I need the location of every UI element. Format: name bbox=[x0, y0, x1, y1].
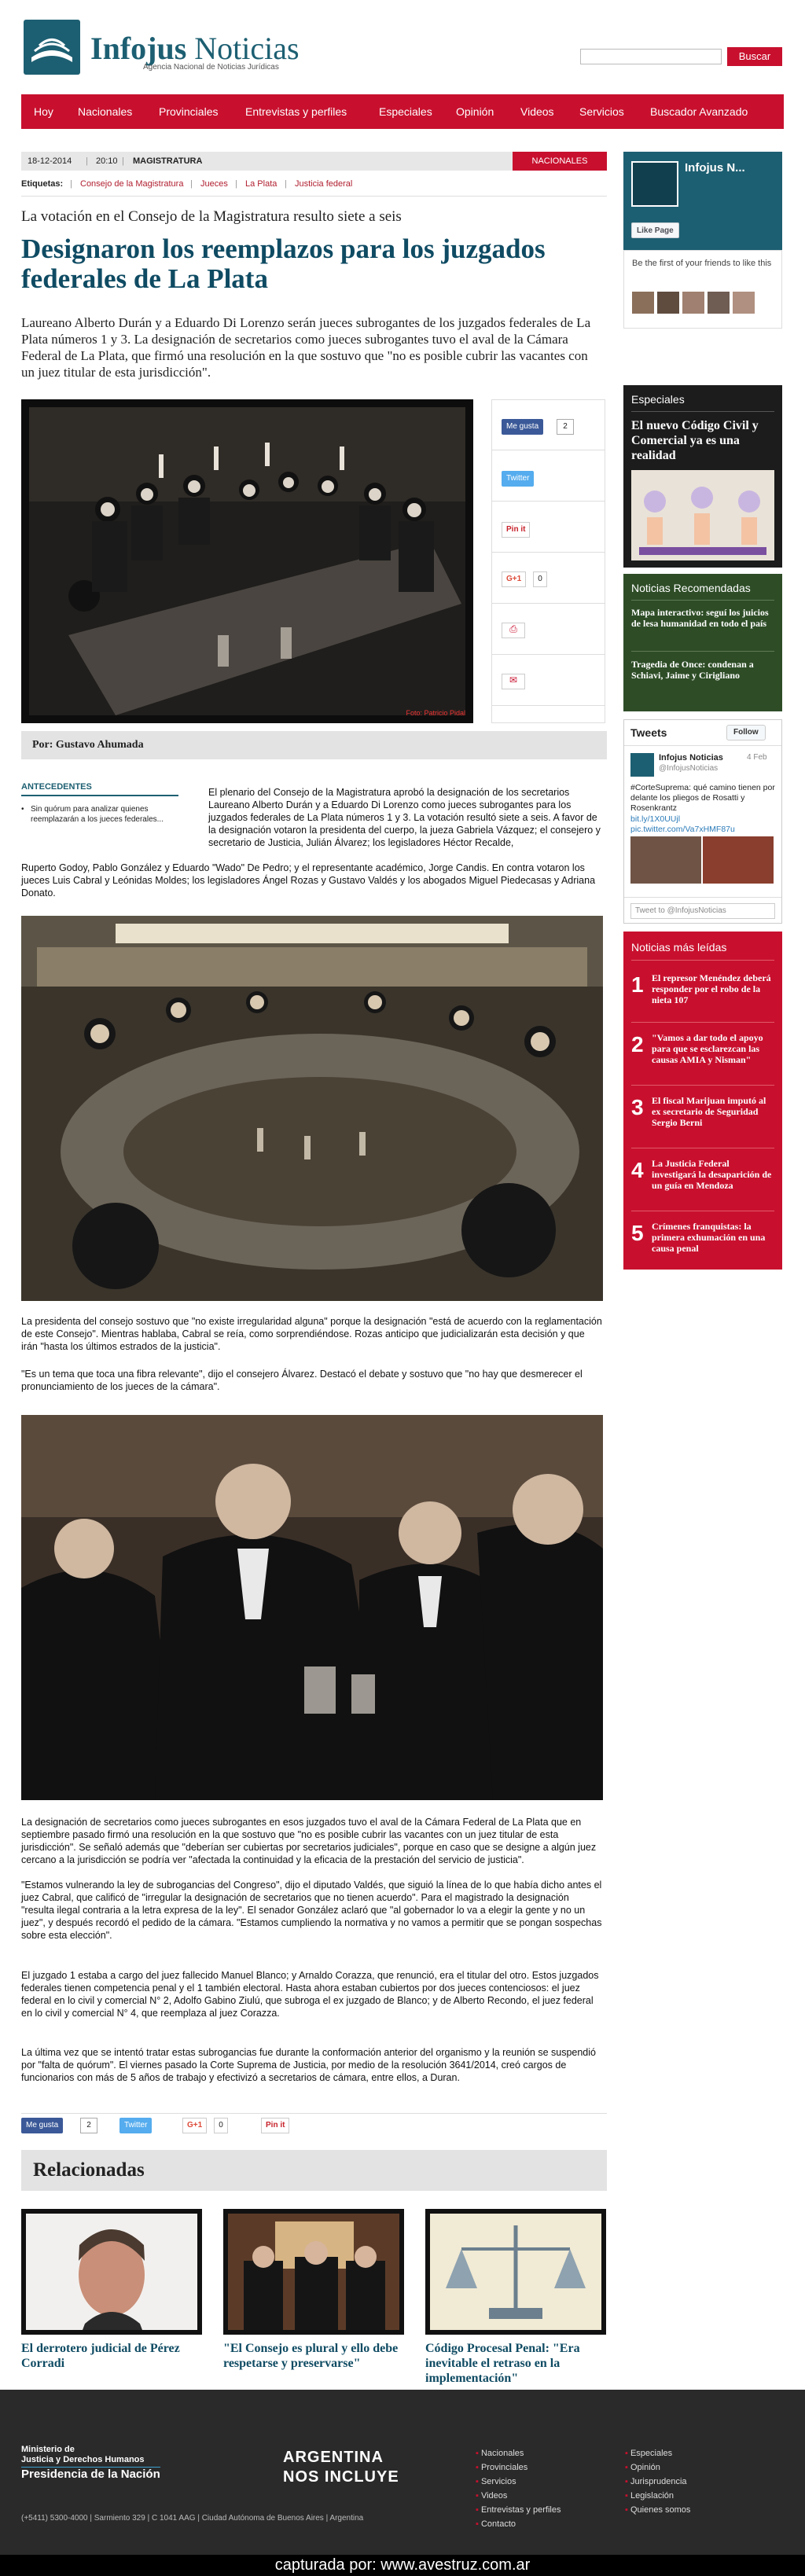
related-title[interactable]: El derrotero judicial de Pérez Corradi bbox=[21, 2342, 180, 2370]
related-image[interactable] bbox=[425, 2209, 606, 2335]
tweet-link[interactable]: bit.ly/1X0UUjl pic.twitter.com/Va7xHMF87u bbox=[630, 814, 735, 834]
share-column bbox=[491, 399, 605, 723]
avatar[interactable] bbox=[630, 753, 654, 777]
article-section-tag: MAGISTRATURA bbox=[133, 156, 203, 166]
footer-link[interactable]: ▪ Jurisprudencia bbox=[625, 2477, 687, 2486]
pinterest-button[interactable]: Pin it bbox=[261, 2118, 289, 2133]
section-badge[interactable]: NACIONALES bbox=[513, 152, 607, 171]
gplus-count: 0 bbox=[533, 571, 547, 587]
recomendadas-item[interactable]: Mapa interactivo: seguí los juicios de lesa humanidad en todo el país bbox=[631, 607, 769, 629]
related-title[interactable]: "El Consejo es plural y ello debe respetarse y preservarse" bbox=[223, 2342, 399, 2370]
footer-link-label: Provinciales bbox=[480, 2463, 528, 2472]
twitter-share-label: Twitter bbox=[506, 474, 530, 483]
footer-link[interactable]: ▪ Entrevistas y perfiles bbox=[476, 2505, 561, 2515]
footer-link[interactable]: ▪ Legislación bbox=[625, 2491, 675, 2501]
mas-leidas-item[interactable]: El fiscal Marijuan imputó al ex secretario de Seguridad Sergio Berni bbox=[652, 1095, 766, 1128]
mas-leidas-item[interactable]: El represor Menéndez deberá responder por el robo de la nieta 107 bbox=[652, 972, 771, 1005]
article-paragraph: Ruperto Godoy, Pablo González y Eduardo "Wado" De Pedro; y el representante académico, Jorge Candis. En contra votaron los jueces Luis Cabral y Leónidas Moldes; los legisladores Ángel Rozas y Gustavo Valdés y los abogados Miguel Piedecasas y Adriana Donato. bbox=[21, 862, 596, 898]
tweet-image[interactable] bbox=[703, 836, 774, 884]
facebook-friends-text: Be the first of your friends to like this bbox=[632, 259, 772, 268]
footer-link-label: Legislación bbox=[630, 2491, 675, 2501]
bottom-share-row bbox=[21, 2113, 607, 2137]
site-title-noticias: Noticias bbox=[194, 31, 300, 66]
nav-item-provinciales[interactable]: Provinciales bbox=[159, 105, 219, 118]
facebook-like-count: 2 bbox=[80, 2118, 97, 2133]
footer-link-label: Nacionales bbox=[480, 2449, 524, 2458]
footer-link-label: Videos bbox=[480, 2491, 508, 2501]
especiales-title[interactable]: El nuevo Código Civil y Comercial ya es una realidad bbox=[631, 419, 759, 462]
article-photo-2 bbox=[21, 916, 603, 1301]
footer-link[interactable]: ▪ Opinión bbox=[625, 2463, 660, 2472]
footer-ministry-line2: Justicia y Derechos Humanos bbox=[21, 2455, 145, 2464]
tag-link[interactable]: Justicia federal bbox=[295, 179, 353, 189]
facebook-like-button[interactable] bbox=[502, 419, 543, 435]
tag-link[interactable]: La Plata bbox=[245, 179, 278, 189]
footer-argentina: ARGENTINA bbox=[283, 2449, 384, 2466]
twitter-share-button[interactable] bbox=[119, 2118, 152, 2133]
article-lead: Laureano Alberto Durán y a Eduardo Di Lorenzo serán jueces subrogantes de los juzgados federales de La Plata números 1 y 3. La designación de secretarios como jueces subrogantes tuvo el aval de la Cámara Federal de La Plata, que firmó una resolución en la que sostuvo que "no es posible cubrir las vacantes con un juez titular de esta jurisdicción". bbox=[21, 315, 591, 380]
nav-item-especiales[interactable]: Especiales bbox=[379, 105, 432, 118]
pinterest-button[interactable]: Pin it bbox=[502, 522, 530, 538]
rank-number: 2 bbox=[631, 1032, 644, 1056]
article-title: Designaron los reemplazos para los juzgados federales de La Plata bbox=[21, 233, 546, 294]
antecedentes-heading: ANTECEDENTES bbox=[21, 782, 178, 796]
related-heading: Relacionadas bbox=[21, 2150, 607, 2191]
recomendadas-item[interactable]: Tragedia de Once: condenan a Schiavi, Jaime y Cirigliano bbox=[631, 659, 754, 681]
antecedentes-box bbox=[21, 782, 178, 825]
article-date: 18-12-2014 bbox=[28, 156, 72, 166]
twitter-follow-label: Follow bbox=[733, 728, 759, 737]
footer-link-label: Opinión bbox=[630, 2463, 660, 2472]
article-paragraph: La designación de secretarios como jueces subrogantes en esos juzgados tuvo el aval de la Cámara Federal de La Plata que en septiembre pasado firmó una resolución en la que sostuvo que "no es posible cubrir las vacantes con un juez titular de esta jurisdicción". Se señaló además que "deberían ser cubiertas por secretarios judiciales", porque en caso que se designe a algún juez cercano a la jurisdicción se podría ver "afectada la continuidad y la eficacia de la prestación del servicio de justicia". bbox=[21, 1817, 597, 1865]
site-subtitle: Agencia Nacional de Noticias Jurídicas bbox=[143, 63, 279, 72]
especiales-heading: Especiales bbox=[631, 393, 685, 406]
site-title-infojus: Infojus bbox=[90, 31, 187, 66]
twitter-widget bbox=[623, 719, 782, 924]
mas-leidas-heading: Noticias más leídas bbox=[631, 941, 727, 954]
facebook-like-page-label: Like Page bbox=[637, 226, 674, 235]
footer-link-label: Especiales bbox=[630, 2449, 673, 2458]
search-input[interactable] bbox=[580, 49, 722, 64]
nav-item-entrevistas[interactable]: Entrevistas y perfiles bbox=[245, 105, 347, 118]
article-main-photo bbox=[21, 399, 473, 723]
related-image[interactable] bbox=[21, 2209, 202, 2335]
search-button[interactable]: Buscar bbox=[727, 47, 782, 66]
recomendadas-heading: Noticias Recomendadas bbox=[631, 582, 751, 594]
capture-credit: capturada por: www.avestruz.com.ar bbox=[0, 2555, 805, 2576]
recomendadas-box bbox=[623, 574, 782, 711]
facebook-like-label: Me gusta bbox=[26, 2121, 59, 2130]
tag-link[interactable]: Jueces bbox=[200, 179, 228, 189]
nav-item-hoy[interactable]: Hoy bbox=[34, 105, 53, 118]
facebook-page-name: Infojus N... bbox=[685, 161, 745, 175]
footer-presidencia: Presidencia de la Nación bbox=[21, 2468, 160, 2481]
avatar bbox=[632, 292, 654, 314]
tweet-text: #CorteSuprema: qué camino tienen por delante los pliegos de Rosatti y Rosenkrantz bbox=[630, 783, 775, 813]
tweet-handle: @InfojusNoticias bbox=[659, 764, 719, 773]
related-image[interactable] bbox=[223, 2209, 404, 2335]
tweet-to-input[interactable]: Tweet to @InfojusNoticias bbox=[630, 903, 775, 919]
rank-number: 1 bbox=[631, 972, 644, 997]
mas-leidas-item[interactable]: "Vamos a dar todo el apoyo para que se esclarezcan las causas AMIA y Nisman" bbox=[652, 1032, 763, 1065]
article-paragraph: El juzgado 1 estaba a cargo del juez fallecido Manuel Blanco; y Arnaldo Corazza, que renunció, era el titular del otro. Estos juzgados federales tienen competencia penal y el 1 también electoral. Hasta ahora estaban cubiertos por dos jueces contenciosos: el juez federal en lo civil y comercial N° 2, Adolfo Gabino Ziulú, que subroga el ex juzgado de Blanco; y de Alberto Recondo, el juez federal en lo civil y comercial N° 4, que reemplaza al juez Corazza. bbox=[21, 1970, 599, 2019]
site-logo-icon[interactable] bbox=[24, 20, 80, 75]
footer-ministry[interactable] bbox=[21, 2445, 160, 2479]
footer-link[interactable]: ▪ Contacto bbox=[476, 2519, 516, 2529]
footer-link[interactable]: ▪ Videos bbox=[476, 2491, 508, 2501]
main-nav bbox=[21, 94, 784, 129]
twitter-share-label: Twitter bbox=[124, 2121, 148, 2130]
tag-link[interactable]: Consejo de la Magistratura bbox=[80, 179, 184, 189]
nav-item-servicios[interactable]: Servicios bbox=[579, 105, 624, 118]
avatar bbox=[682, 292, 704, 314]
especiales-image[interactable] bbox=[631, 470, 774, 560]
article-time: 20:10 bbox=[96, 156, 118, 166]
article-photo-3 bbox=[21, 1415, 603, 1800]
rank-number: 4 bbox=[631, 1158, 644, 1182]
author-bar: Por: Gustavo Ahumada bbox=[21, 731, 607, 759]
footer-link[interactable]: ▪ Nacionales bbox=[476, 2449, 524, 2458]
avatar bbox=[733, 292, 755, 314]
rank-number: 3 bbox=[631, 1095, 644, 1119]
footer-link-label: Contacto bbox=[480, 2519, 516, 2529]
facebook-like-button[interactable] bbox=[21, 2118, 63, 2133]
twitter-share-button[interactable] bbox=[502, 471, 534, 487]
tags-label: Etiquetas: bbox=[21, 179, 64, 189]
footer-link[interactable]: ▪ Quienes somos bbox=[625, 2505, 691, 2515]
tags-row: Etiquetas: | Consejo de la Magistratura | Jueces | La Plata | Justicia federal bbox=[21, 178, 607, 197]
nav-item-videos[interactable]: Videos bbox=[520, 105, 554, 118]
site-title[interactable] bbox=[90, 30, 300, 67]
article-paragraph: "Estamos vulnerando la ley de subrogancias del Congreso", dijo el diputado Valdés, que siguió la línea de lo que había dicho antes el juez Cabral, que calificó de "irregular la designación de secretarios que no tienen acuerdo". Para el magistrado la designación "resulta ilegal contraria a la letra expresa de la ley". El senador González aclaró que "al gobernador lo va a elegir la gente y no un juez", y después recordó el pedido de la cámara. "Estamos cumpliendo la normativa y no vamos a permitir que se pongan sospechas sobre esta elección". bbox=[21, 1880, 602, 1941]
tweets-heading: Tweets bbox=[630, 726, 667, 739]
article-paragraph: "Es un tema que toca una fibra relevante", dijo el consejero Álvarez. Destacó el debate y sostuvo que "no hay que desmerecer el pronunciamiento de los jueces de la cámara". bbox=[21, 1369, 583, 1392]
article-paragraph: El plenario del Consejo de la Magistratura aprobó la designación de los secretarios Laureano Alberto Durán y a Eduardo Di Lorenzo como jueces subrogantes para los juzgados federales de La Plata números 1 y 3. La votación resultó siete a seis. A favor de la designación votaron la presidenta del cuerpo, la jueza Gabriela Vázquez; el consejero y secretario de Justicia, Julián Álvarez; los legisladores Héctor Recalde, bbox=[208, 787, 601, 848]
article-paragraph: La última vez que se intentó tratar estas subrogancias fue durante la conformación anterior del organismo y la reunión se suspendió por "falta de quórum". El viernes pasado la Corte Suprema de Justicia, por medio de la resolución 3641/2014, creó cargos de funcionarios con más de 5 años de trabajo y efectivizó a secretarios de cámara, entre ellos, a Duran. bbox=[21, 2047, 596, 2083]
facebook-page-widget[interactable] bbox=[623, 152, 782, 250]
nav-item-opinion[interactable]: Opinión bbox=[456, 105, 494, 118]
facebook-like-label: Me gusta bbox=[506, 422, 539, 431]
nav-item-buscador[interactable]: Buscador Avanzado bbox=[650, 105, 748, 118]
tweet-date[interactable]: 4 Feb bbox=[747, 753, 767, 762]
mas-leidas-item[interactable]: La Justicia Federal investigará la desaparición de un guía en Mendoza bbox=[652, 1158, 772, 1191]
tweet-image[interactable] bbox=[630, 836, 701, 884]
print-icon[interactable]: ⎙ bbox=[502, 623, 525, 638]
mas-leidas-box bbox=[623, 932, 782, 1270]
facebook-like-count: 2 bbox=[557, 419, 574, 435]
antecedentes-link[interactable]: • Sin quórum para analizar quienes reemplazarán a los jueces federales... bbox=[21, 805, 164, 824]
nav-item-nacionales[interactable]: Nacionales bbox=[78, 105, 133, 118]
article-meta: 18-12-2014 | 20:10 | MAGISTRATURA bbox=[21, 152, 607, 171]
footer-address: (+5411) 5300-4000 | Sarmiento 329 | C 1041 AAG | Ciudad Autónoma de Buenos Aires | Argentina bbox=[21, 2514, 364, 2523]
photo-credit: Foto: Patricio Pidal bbox=[406, 709, 465, 717]
footer-link[interactable]: ▪ Especiales bbox=[625, 2449, 673, 2458]
facebook-page-logo-icon bbox=[631, 161, 678, 207]
article-paragraph: La presidenta del consejo sostuvo que "no existe irregularidad alguna" porque la designación "está de acuerdo con la reglamentación de este Consejo". Mientras hablaba, Cabral se reía, como sorprendiéndose. Rozas anticipo que judicializarán esta decisión y que irán "hasta los últimos estrados de la justicia". bbox=[21, 1316, 602, 1352]
gplus-button[interactable]: G+1 bbox=[182, 2118, 207, 2133]
footer bbox=[0, 2390, 805, 2555]
footer-links-col2 bbox=[625, 2446, 690, 2517]
footer-nos-incluye: NOS INCLUYE bbox=[283, 2468, 399, 2486]
gplus-button[interactable]: G+1 bbox=[502, 571, 526, 587]
footer-link-label: Servicios bbox=[480, 2477, 516, 2486]
footer-link-label: Jurisprudencia bbox=[630, 2477, 687, 2486]
facebook-like-page-button[interactable] bbox=[631, 222, 679, 238]
article-kicker: La votación en el Consejo de la Magistratura resulto siete a seis bbox=[21, 208, 402, 225]
avatar bbox=[657, 292, 679, 314]
twitter-follow-button[interactable] bbox=[726, 725, 766, 740]
antecedentes-link-label: Sin quórum para analizar quienes reemplazarán a los jueces federales... bbox=[31, 805, 164, 824]
footer-link-label: Entrevistas y perfiles bbox=[480, 2505, 561, 2515]
facebook-friends-box bbox=[623, 250, 782, 329]
related-title[interactable]: Código Procesal Penal: "Era inevitable el retraso en la implementación" bbox=[425, 2342, 580, 2385]
footer-links-col1 bbox=[476, 2446, 561, 2531]
rank-number: 5 bbox=[631, 1221, 644, 1245]
footer-link-label: Quienes somos bbox=[630, 2505, 691, 2515]
footer-link[interactable]: ▪ Servicios bbox=[476, 2477, 516, 2486]
email-icon[interactable]: ✉ bbox=[502, 674, 525, 689]
footer-link[interactable]: ▪ Provinciales bbox=[476, 2463, 528, 2472]
especiales-box[interactable] bbox=[623, 385, 782, 568]
avatar bbox=[708, 292, 730, 314]
mas-leidas-item[interactable]: Crímenes franquistas: la primera exhumación en una causa penal bbox=[652, 1221, 766, 1254]
footer-ministry-line1: Ministerio de bbox=[21, 2445, 75, 2454]
gplus-count: 0 bbox=[214, 2118, 228, 2133]
tweet-user[interactable]: Infojus Noticias bbox=[659, 753, 723, 763]
